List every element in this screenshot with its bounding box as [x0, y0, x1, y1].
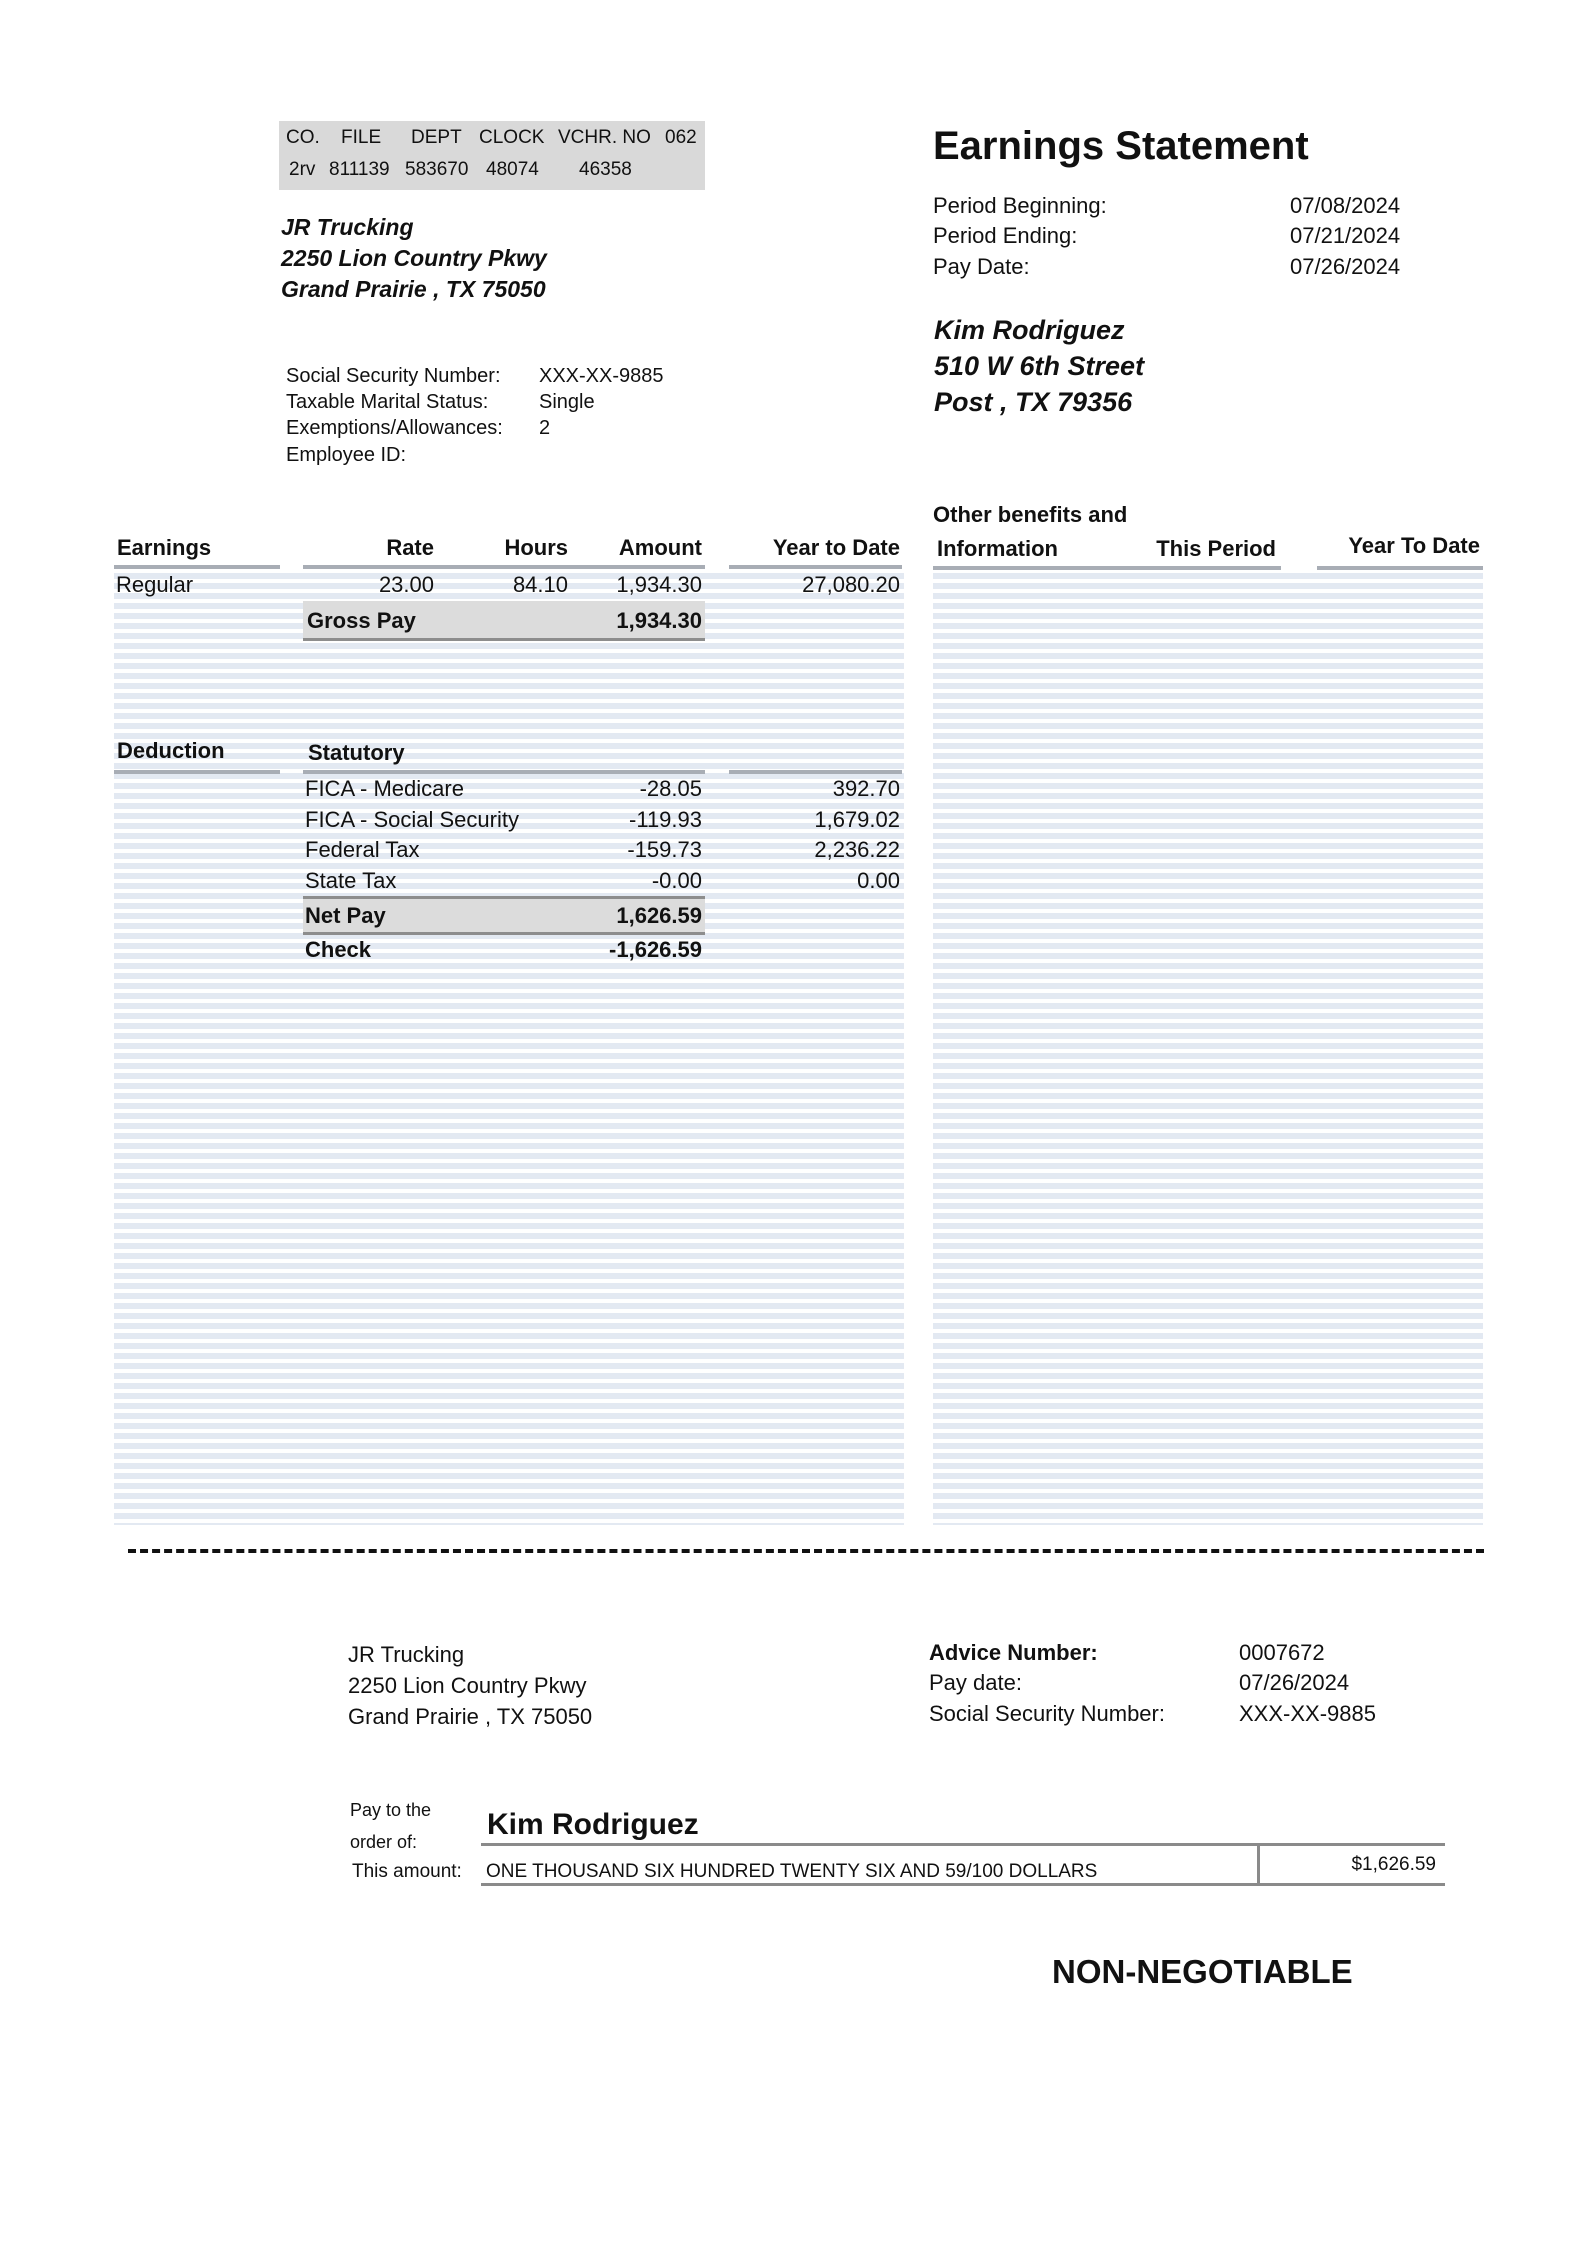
earnings-row-rate: 23.00 — [378, 572, 434, 597]
gross-pay-label: Gross Pay — [307, 608, 416, 633]
code-value-clock: 48074 — [486, 159, 539, 180]
ssn-value: XXX-XX-9885 — [539, 365, 664, 387]
marital-status-value: Single — [539, 391, 595, 413]
gross-pay-rule — [303, 638, 705, 641]
amount-line — [481, 1883, 1445, 1886]
deduction-amount: -159.73 — [627, 837, 702, 862]
statutory-ytd-rule — [729, 770, 902, 774]
advice-pay-date-label: Pay date: — [929, 1670, 1022, 1695]
payee-line — [481, 1843, 1445, 1846]
check-label: Check — [305, 937, 372, 962]
ssn-label: Social Security Number: — [286, 365, 501, 387]
code-label-062: 062 — [665, 127, 697, 148]
pay-to-label — [350, 1794, 431, 1858]
company-address — [281, 212, 547, 305]
employer-code-box — [279, 121, 705, 190]
exemptions-value: 2 — [539, 417, 551, 439]
marital-status-label: Taxable Marital Status: — [286, 391, 489, 413]
advice-ssn-value: XXX-XX-9885 — [1239, 1701, 1376, 1726]
deduction-rows — [305, 776, 902, 898]
col-amount: Amount — [618, 535, 702, 560]
earnings-row-name: Regular — [116, 572, 194, 597]
earnings-cols-rule — [303, 565, 705, 569]
earnings-ytd-rule — [729, 565, 902, 569]
advice-company — [348, 1639, 592, 1732]
period-beginning-label: Period Beginning: — [933, 193, 1107, 218]
benefits-ytd-rule — [1317, 566, 1483, 570]
deduction-amount: -119.93 — [629, 806, 702, 832]
earnings-section-label: Earnings — [117, 535, 212, 560]
deduction-name: State Tax — [305, 867, 397, 893]
deduction-amount: -28.05 — [639, 776, 702, 801]
code-value-vchr: 46358 — [579, 159, 632, 180]
statutory-label: Statutory — [308, 740, 405, 765]
company-city: Grand Prairie , TX 75050 — [281, 276, 546, 302]
deduction-row — [305, 837, 902, 868]
non-negotiable-stamp: NON-NEGOTIABLE — [1052, 1953, 1353, 1990]
gross-pay-amount: 1,934.30 — [616, 608, 702, 633]
deduction-section-label: Deduction — [117, 738, 225, 763]
deduction-row — [305, 868, 902, 899]
col-ytd: Year to Date — [772, 535, 900, 560]
employee-street: 510 W 6th Street — [934, 351, 1145, 381]
pay-date-value: 07/26/2024 — [1290, 254, 1401, 279]
amount-value: $1,626.59 — [1351, 1854, 1436, 1875]
company-name: JR Trucking — [281, 214, 414, 240]
net-pay-amount: 1,626.59 — [616, 903, 702, 928]
earnings-label-rule — [114, 565, 280, 569]
advice-pay-date-value: 07/26/2024 — [1239, 1670, 1350, 1695]
deduction-amount: -0.00 — [651, 867, 702, 893]
code-label-vchr: VCHR. NO — [558, 127, 651, 148]
benefits-col-period: This Period — [1156, 536, 1276, 561]
deduction-name: FICA - Social Security — [305, 806, 519, 832]
advice-company-city: Grand Prairie , TX 75050 — [348, 1704, 593, 1729]
amount-label: This amount: — [352, 1861, 462, 1882]
code-label-clock: CLOCK — [479, 127, 545, 148]
code-value-file: 811139 — [329, 159, 390, 180]
deduction-name: Federal Tax — [305, 837, 420, 862]
code-value-co: 2rv — [289, 159, 316, 180]
net-pay-bottom-rule — [303, 932, 705, 935]
earnings-row-ytd: 27,080.20 — [802, 572, 900, 597]
pay-date-label: Pay Date: — [933, 254, 1030, 279]
period-ending-label: Period Ending: — [933, 223, 1078, 248]
amount-divider — [1257, 1843, 1260, 1885]
code-label-dept: DEPT — [411, 127, 462, 148]
benefits-col-info: Information — [937, 536, 1058, 561]
code-value-dept: 583670 — [405, 159, 469, 180]
check-amount: -1,626.59 — [609, 937, 702, 962]
benefits-stripes — [933, 573, 1483, 1525]
benefits-col-ytd: Year To Date — [1348, 533, 1480, 558]
deduction-ytd: 0.00 — [857, 867, 900, 893]
company-street: 2250 Lion Country Pkwy — [281, 245, 547, 271]
period-ending-value: 07/21/2024 — [1290, 223, 1401, 248]
exemptions-label: Exemptions/Allowances: — [286, 417, 503, 439]
col-rate: Rate — [386, 535, 434, 560]
deduction-row — [305, 807, 902, 838]
deduction-ytd: 2,236.22 — [814, 837, 900, 862]
deduction-row — [305, 776, 902, 807]
earnings-row-hours: 84.10 — [512, 572, 568, 597]
code-label-co: CO. — [286, 127, 320, 148]
benefits-title: Other benefits and — [933, 502, 1128, 527]
payee-name: Kim Rodriguez — [487, 1808, 699, 1841]
employee-id-label: Employee ID: — [286, 444, 407, 466]
period-beginning-value: 07/08/2024 — [1290, 193, 1401, 218]
col-hours: Hours — [504, 535, 568, 560]
statutory-rule — [303, 770, 705, 774]
perforation-line — [128, 1549, 1484, 1553]
deduction-label-rule — [114, 770, 280, 774]
advice-company-street: 2250 Lion Country Pkwy — [348, 1673, 587, 1698]
earnings-row-amount: 1,934.30 — [616, 572, 702, 597]
pay-to-line2: order of: — [350, 1832, 418, 1852]
advice-ssn-label: Social Security Number: — [929, 1701, 1165, 1726]
pay-to-line1: Pay to the — [350, 1800, 432, 1820]
net-pay-label: Net Pay — [305, 903, 386, 928]
earnings-stripes — [114, 573, 904, 1525]
deduction-name: FICA - Medicare — [305, 776, 464, 801]
employee-name: Kim Rodriguez — [934, 315, 1125, 345]
amount-words: ONE THOUSAND SIX HUNDRED TWENTY SIX AND 59/100 DOLLARS — [486, 1861, 1098, 1882]
deduction-ytd: 1,679.02 — [814, 806, 900, 832]
deduction-ytd: 392.70 — [832, 776, 900, 801]
advice-number-label: Advice Number: — [929, 1640, 1098, 1665]
benefits-info-rule — [933, 566, 1281, 570]
employee-address — [934, 312, 1144, 420]
advice-number-value: 0007672 — [1239, 1640, 1325, 1665]
advice-company-name: JR Trucking — [348, 1642, 465, 1667]
code-label-file: FILE — [341, 127, 382, 148]
employee-city: Post , TX 79356 — [934, 387, 1133, 417]
page-title: Earnings Statement — [933, 124, 1309, 168]
